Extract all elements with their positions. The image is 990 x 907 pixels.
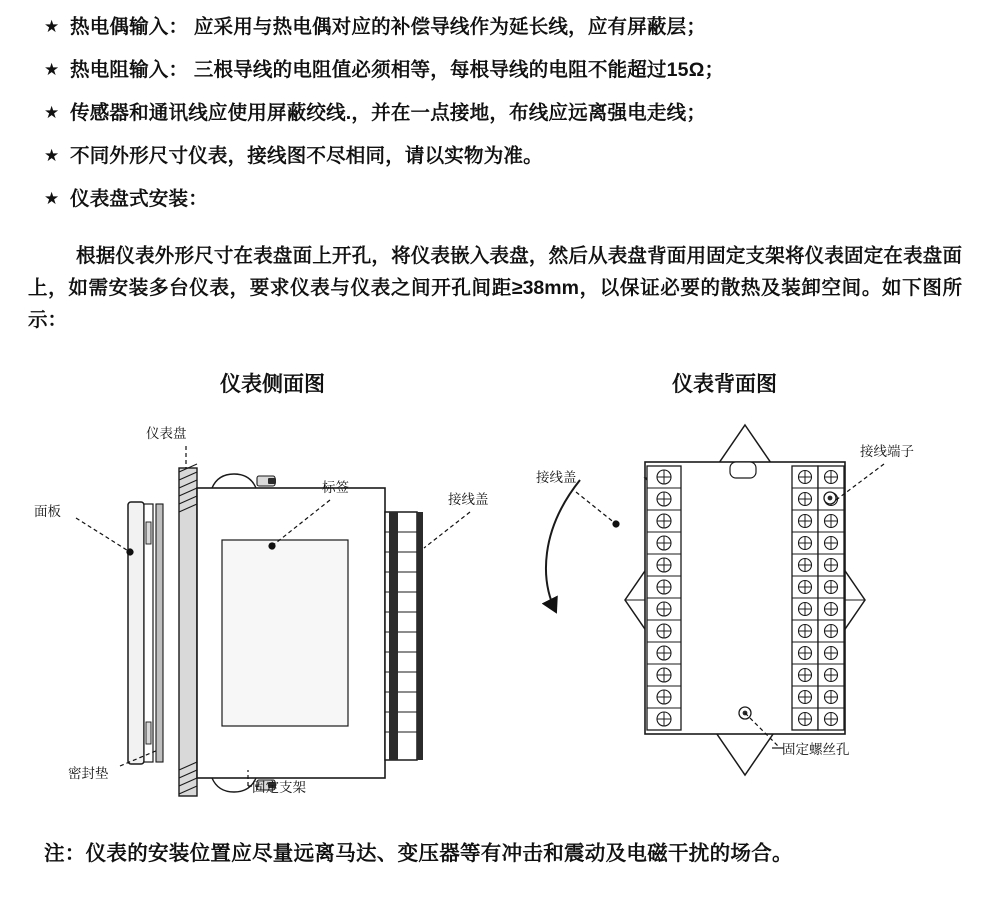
- label-panel-board: 仪表盘: [146, 426, 187, 441]
- list-item-label: 热电阻输入： 三根导线的电阻值必须相等，每根导线的电阻不能超过15Ω；: [70, 59, 725, 81]
- list-item-label: 热电偶输入： 应采用与热电偶对应的补偿导线作为延长线，应有屏蔽层；: [70, 16, 707, 38]
- list-item-label: 传感器和通讯线应使用屏蔽绞线.，并在一点接地，布线应远离强电走线；: [70, 102, 707, 124]
- label-gasket: 密封垫: [68, 766, 109, 781]
- terminal-column-left: [647, 466, 681, 730]
- star-icon: ★: [44, 60, 60, 79]
- meter-body-shape: [197, 474, 385, 792]
- leader-terminal-block: [836, 443, 914, 500]
- label-fixing-bracket: 固定支架: [252, 780, 306, 795]
- list-item: [0, 143, 990, 169]
- label-terminal-block: 接线端子: [860, 444, 914, 459]
- star-icon: ★: [44, 146, 60, 165]
- label-label-tag: 标签: [322, 480, 349, 495]
- list-item-label: 不同外形尺寸仪表，接线图不尽相同，请以实物为准。: [70, 145, 543, 167]
- gasket-shape: [156, 504, 163, 762]
- list-item: [0, 57, 990, 83]
- star-icon: ★: [44, 189, 60, 208]
- footer-note: 注：仪表的安装位置应尽量远离马达、变压器等有冲击和震动及电磁干扰的场合。: [44, 842, 793, 865]
- label-front-panel: 面板: [34, 504, 61, 519]
- label-screw-hole: 固定螺丝孔: [782, 742, 850, 757]
- installation-paragraph: 根据仪表外形尺寸在表盘面上开孔，将仪表嵌入表盘，然后从表盘背面用固定支架将仪表固定在表盘面上，如需安装多台仪表，要求仪表与仪表之间开孔间距≥38mm，以保证必要的散热及装卸空间。如下图所示：: [28, 245, 962, 331]
- terminal-strip-shape: [385, 512, 423, 760]
- star-icon: ★: [44, 103, 60, 122]
- list-item: [0, 186, 990, 212]
- label-terminal-cover-side: 接线盖: [448, 492, 489, 507]
- bullet-list: [0, 14, 990, 229]
- panel-board-shape: [179, 464, 197, 796]
- list-item-label: 仪表盘式安装：: [70, 188, 208, 210]
- figure-area: [0, 400, 990, 820]
- back-view-title: 仪表背面图: [672, 372, 777, 396]
- side-view-drawing: [34, 425, 489, 796]
- leader-terminal-cover-side: [424, 491, 489, 548]
- side-view-title: 仪表侧面图: [220, 372, 325, 396]
- rotation-arrow-icon: [546, 480, 580, 612]
- terminal-column-right-inner: [792, 466, 818, 730]
- leader-front-panel: [34, 503, 130, 552]
- label-terminal-cover-back: 接线盖: [536, 470, 577, 485]
- front-panel-shape: [128, 502, 153, 764]
- leader-terminal-cover-back: [536, 469, 616, 524]
- list-item: [0, 100, 990, 126]
- star-icon: ★: [44, 17, 60, 36]
- back-view-drawing: [536, 425, 914, 775]
- leader-panel-board: [146, 425, 187, 468]
- list-item: [0, 14, 990, 40]
- terminal-column-right-outer: [818, 466, 844, 730]
